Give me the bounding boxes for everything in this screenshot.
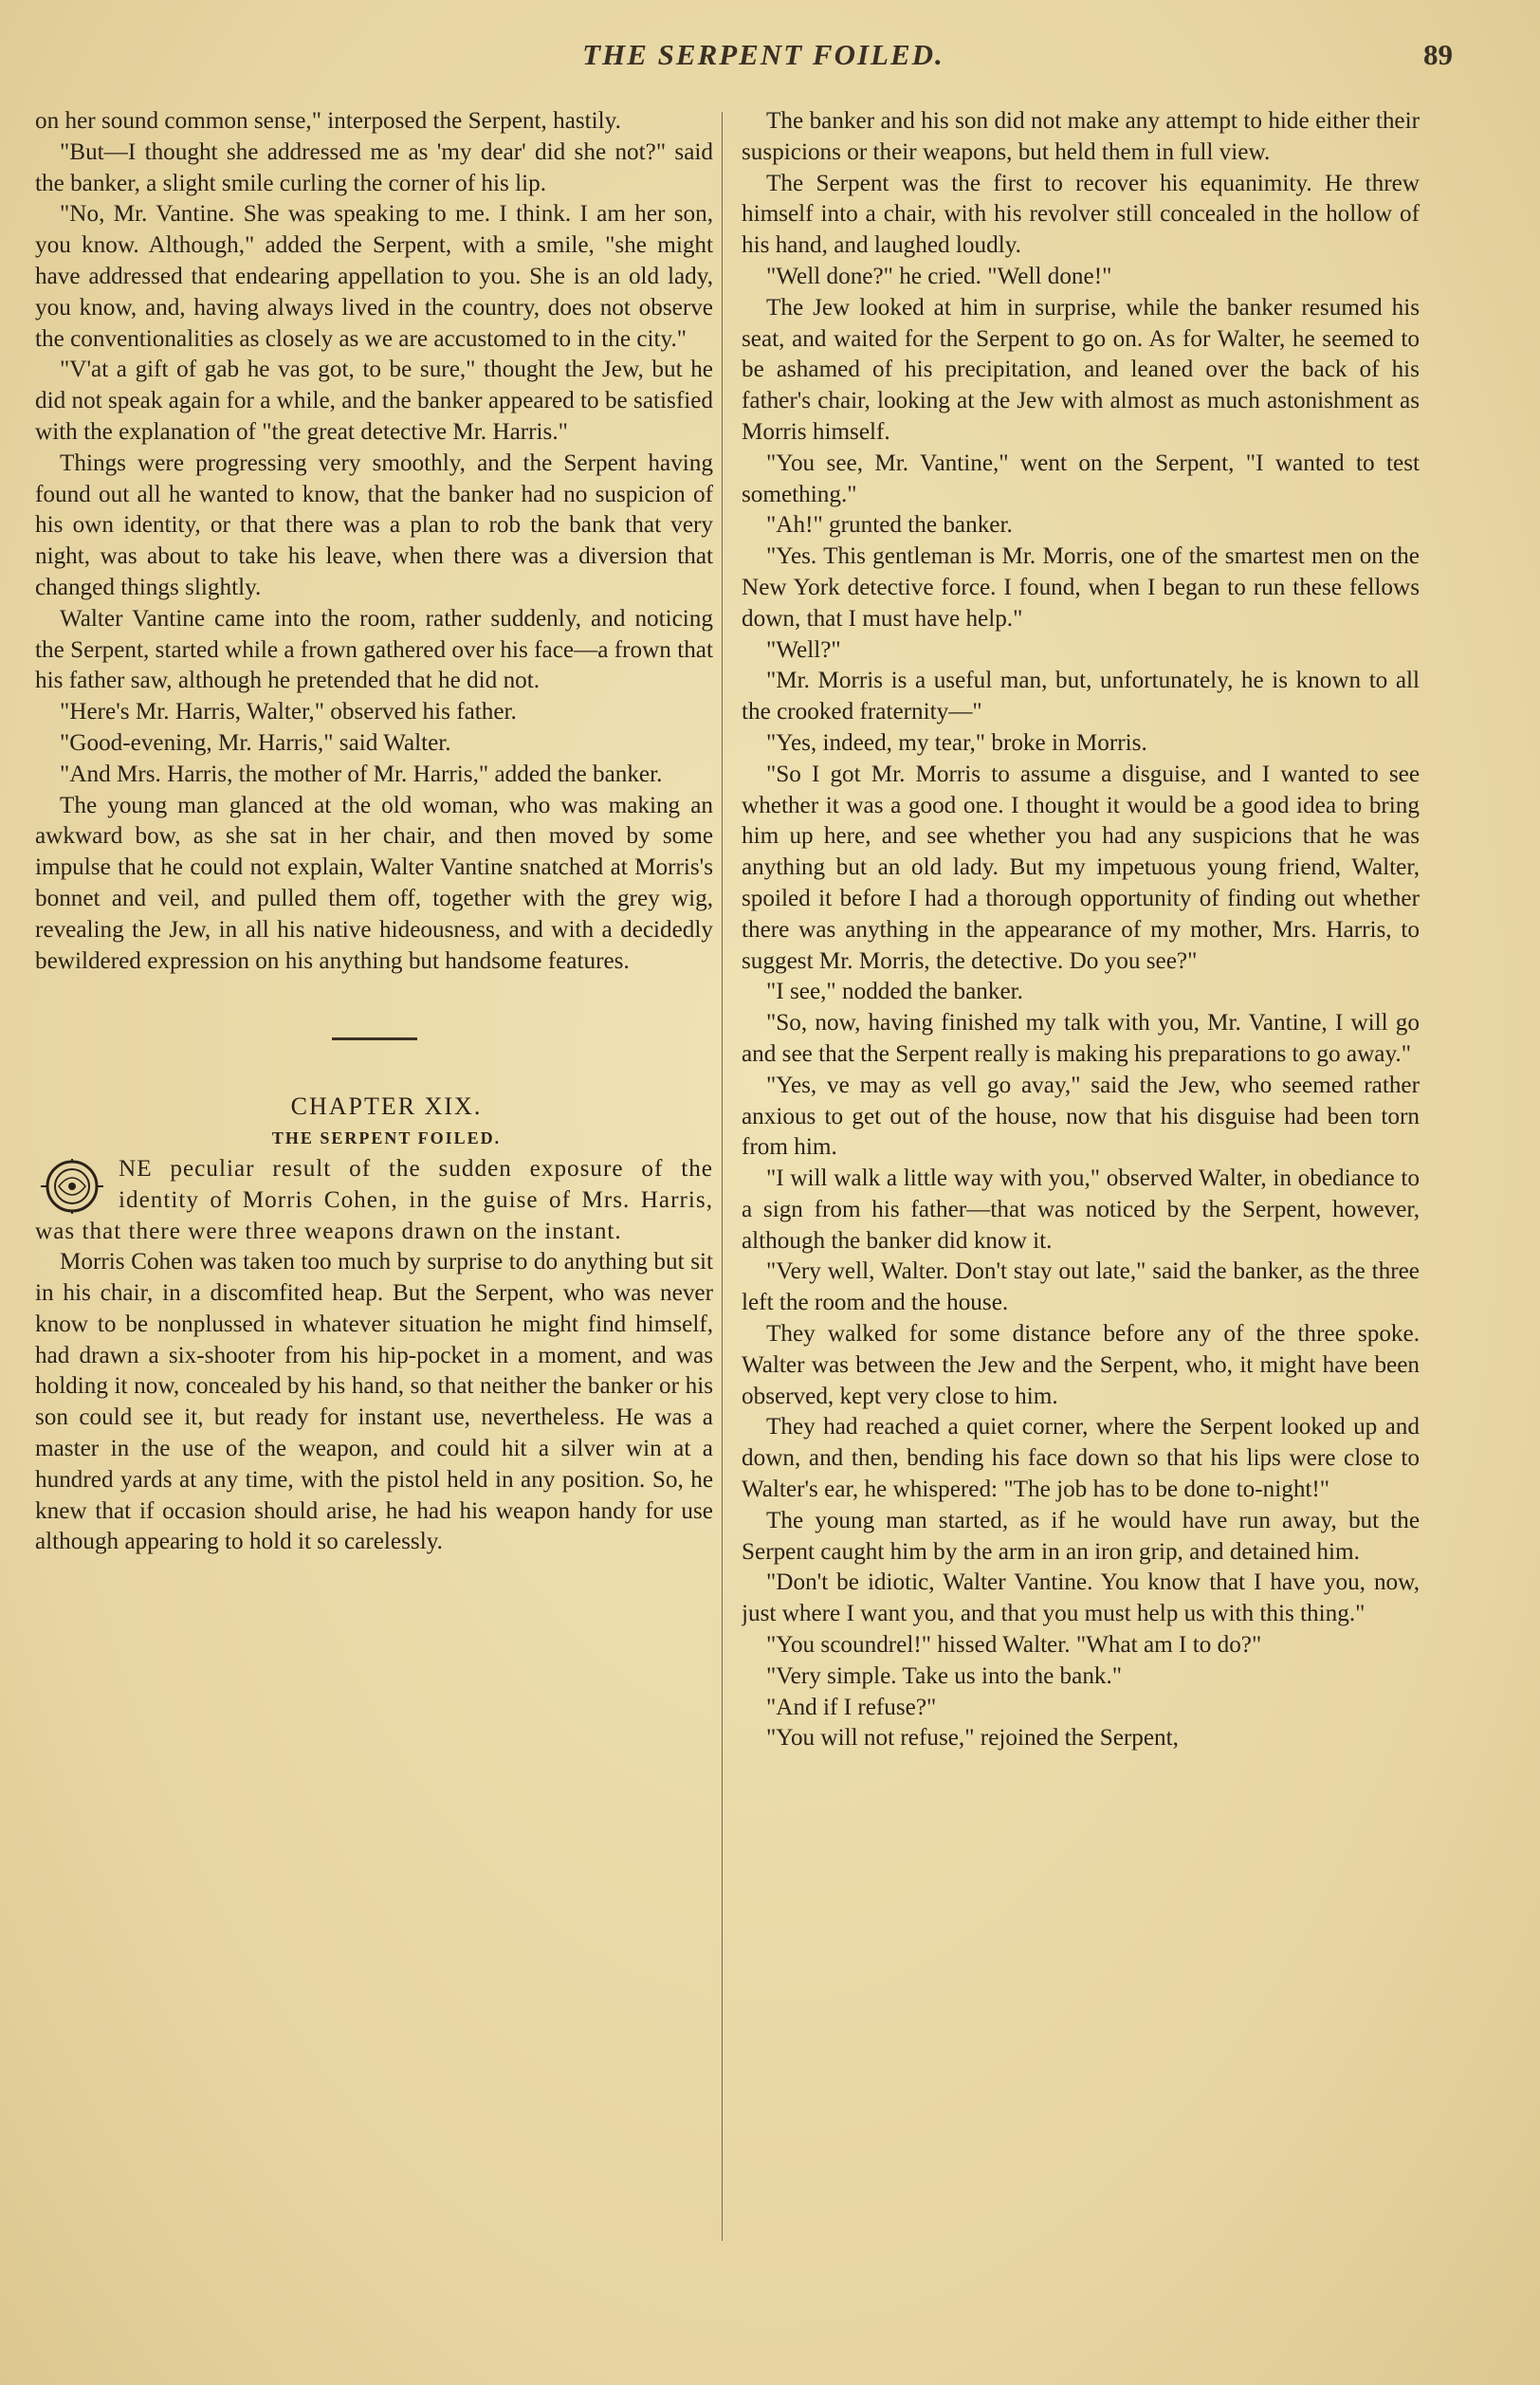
chapter-number: CHAPTER XIX.	[290, 1092, 483, 1121]
paragraph: "Very simple. Take us into the bank."	[766, 1662, 1123, 1689]
paragraph: "You see, Mr. Vantine," went on the Serpent, "I wanted to test something."	[742, 449, 1420, 507]
paragraph: "I will walk a little way with you," observed Walter, in obediance to a sign from his father—that was noticed by the Serpent, however, although the banker did know it.	[742, 1165, 1420, 1254]
paragraph: Things were progressing very smoothly, and the Serpent having found out all he wanted to know, that the banker had no suspicion of his own identity, or that there was a plan to rob the bank that very night, was about to take his leave, when there was a diversion that changed things slightly.	[35, 449, 713, 600]
paragraph: The young man started, as if he would have run away, but the Serpent caught him by the arm in an iron grip, and detained him.	[742, 1507, 1420, 1565]
paragraph: "Yes. This gentleman is Mr. Morris, one of the smartest men on the New York detective force. I found, when I began to run these fellows down, that I must have help."	[742, 543, 1420, 632]
dropcap-ornament	[35, 1158, 109, 1215]
paragraph: "Very well, Walter. Don't stay out late," said the banker, as the three left the room and the house.	[742, 1258, 1420, 1316]
paragraph: "And Mrs. Harris, the mother of Mr. Harris," added the banker.	[60, 761, 663, 787]
paragraph: The banker and his son did not make any attempt to hide either their suspicions or their weapons, but held them in full view.	[742, 108, 1420, 165]
page-header	[0, 38, 1540, 76]
section-divider	[332, 1037, 417, 1040]
column-divider	[722, 112, 723, 2241]
paragraph: They had reached a quiet corner, where the Serpent looked up and down, and then, bending his face down so that his lips were close to Walter's ear, he whispered: "The job has to be done to-night!"	[742, 1414, 1420, 1503]
paragraph: "You will not refuse," rejoined the Serpent,	[766, 1725, 1179, 1752]
chapter-opening-paragraph	[35, 1154, 713, 1247]
paragraph: The Jew looked at him in surprise, while the banker resumed his seat, and waited for the Serpent to go on. As for Walter, he seemed to be ashamed of his precipitation, and leaned over the back of his father's chair, looking at the Jew with almost as much astonishment as Morris himself.	[742, 294, 1420, 445]
paragraph: "But—I thought she addressed me as 'my dear' did she not?" said the banker, a slight smile curling the corner of his lip.	[35, 138, 713, 196]
paragraph: "Yes, indeed, my tear," broke in Morris.	[766, 729, 1147, 756]
paragraph: "Well done?" he cried. "Well done!"	[766, 263, 1112, 289]
right-column	[742, 106, 1420, 2259]
paragraph: "I see," nodded the banker.	[766, 979, 1023, 1005]
paragraph: "Here's Mr. Harris, Walter," observed his father.	[60, 699, 517, 725]
paragraph: Walter Vantine came into the room, rather suddenly, and noticing the Serpent, started while a frown gathered over his face—a frown that his father saw, although he pretended that he did not.	[35, 605, 713, 694]
paragraph: "Well?"	[766, 636, 841, 663]
paragraph: "Ah!" grunted the banker.	[766, 512, 1013, 539]
paragraph: "Mr. Morris is a useful man, but, unfortunately, he is known to all the crooked fraternity—"	[742, 668, 1420, 725]
paragraph: "V'at a gift of gab he vas got, to be sure," thought the Jew, but he did not speak again for a while, and the banker appeared to be satisfied with the explanation of "the great detective Mr. Harris."	[35, 357, 713, 445]
paragraph: Morris Cohen was taken too much by surprise to do anything but sit in his chair, in a discomfited heap. But the Serpent, who was never know to be nonplussed in whatever situation he might find himself, had drawn a six-shooter from his hip-pocket in a moment, and was holding it now, concealed by his hand, so that neither the banker or his son could see it, but ready for instant use, nevertheless. He was a master in the use of the weapon, and could hit a silver win at a hundred yards at any time, with the pistol held in any position. So, he knew that if occasion should arise, he had his weapon handy for use although appearing to hold it so carelessly.	[35, 1249, 713, 1555]
paragraph: "You scoundrel!" hissed Walter. "What am I to do?"	[766, 1632, 1262, 1659]
page-number: 89	[1423, 38, 1453, 71]
ornamental-o-icon	[37, 1158, 107, 1215]
running-title: THE SERPENT FOILED.	[582, 38, 944, 71]
paragraph: "Good-evening, Mr. Harris," said Walter.	[60, 729, 451, 756]
paragraph: They walked for some distance before any of the three spoke. Walter was between the Jew and the Serpent, who, it might have been observed, kept very close to him.	[742, 1321, 1420, 1409]
chapter-opening-text: NE peculiar result of the sudden exposure of the identity of Morris Cohen, in the guise of Mrs. Harris, was that there were three weapons drawn on the instant.	[35, 1155, 713, 1244]
paragraph: "And if I refuse?"	[766, 1694, 937, 1720]
paragraph: "So I got Mr. Morris to assume a disguise, and I wanted to see whether it was a good one. I thought it would be a good idea to bring him up here, and see whether you had any suspicions that he was anything but an old lady. But my impetuous young friend, Walter, spoiled it before I had a thorough opportunity of finding out whether there was anything in the appearance of my mother, Mrs. Harris, to suggest Mr. Morris, the detective. Do you see?"	[742, 761, 1420, 974]
paragraph: "Yes, ve may as vell go avay," said the Jew, who seemed rather anxious to get out of the house, now that his disguise had been torn from him.	[742, 1072, 1420, 1161]
paragraph: "Don't be idiotic, Walter Vantine. You know that I have you, now, just where I want you, and that you must help us with this thing."	[742, 1569, 1420, 1627]
paragraph: "No, Mr. Vantine. She was speaking to me. I think. I am her son, you know. Although," added the Serpent, with a smile, "she might have addressed that endearing appellation to you. She is an old lady, you know, and, having always lived in the country, does not observe the conventionalities as closely as we are accustomed to in the city."	[35, 201, 713, 352]
paragraph: The young man glanced at the old woman, who was making an awkward bow, as she sat in her chair, and then moved by some impulse that he could not explain, Walter Vantine snatched at Morris's bonnet and veil, and pulled them off, together with the grey wig, revealing the Jew, in all his native hideousness, and with a decidedly bewildered expression on his anything but handsome features.	[35, 792, 713, 974]
chapter-title: THE SERPENT FOILED.	[271, 1128, 502, 1148]
left-column	[35, 106, 713, 2259]
paragraph: The Serpent was the first to recover his equanimity. He threw himself into a chair, with his revolver still concealed in the hollow of his hand, and laughed loudly.	[742, 170, 1420, 259]
paragraph: on her sound common sense," interposed the Serpent, hastily.	[35, 108, 621, 134]
paragraph: "So, now, having finished my talk with you, Mr. Vantine, I will go and see that the Serpent really is making his preparations to go away."	[742, 1010, 1420, 1067]
